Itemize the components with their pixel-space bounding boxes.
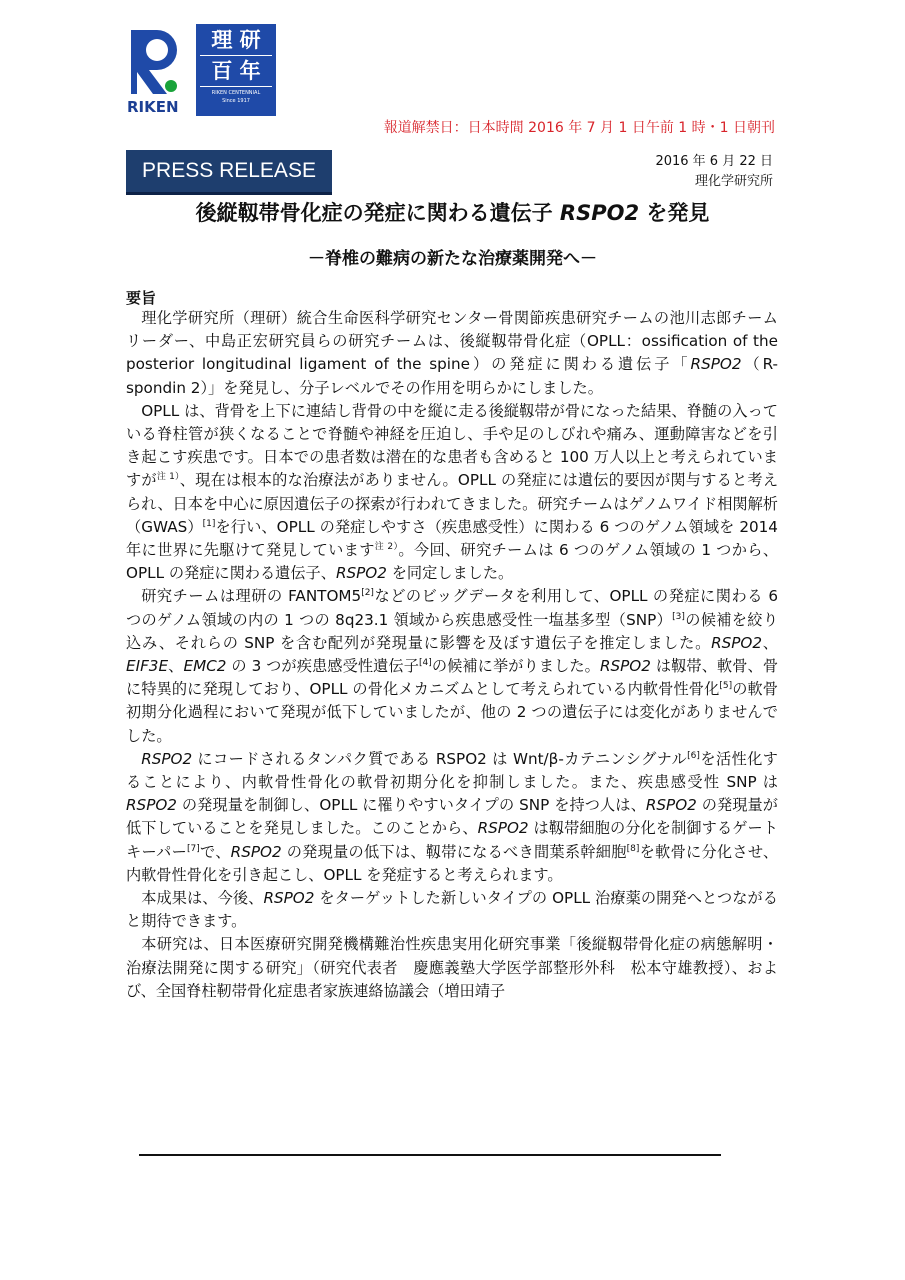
page-subtitle: －脊椎の難病の新たな治療薬開発へ－ <box>308 249 597 269</box>
badge-line-2: 百 年 <box>211 59 261 83</box>
organization: 理化学研究所 <box>694 174 773 189</box>
paragraph-3: 研究チームは理研の FANTOM5[2]などのビッグデータを利用して、OPLL の発症に関わる 6 つのゲノム領域の内の 1 つの 8q23.1 領域から疾患感受性一塩基多型（SNP）[3]の候補を絞り込み、それらの SNP を含む配列が発現量に影響を及ぼす遺伝子を推定しました。RSPO2、EIF3E、EMC2 の 3 つが疾患感受性遺伝子[4]の候補に挙がりました。RSPO2 は靱帯、軟骨、骨に特異的に発現しており、OPLL の骨化メカニズムとして考えられている内軟骨性骨化[5]の軟骨初期分化過程において発現が低下していましたが、他の 2 つの遺伝子には変化がありませんでした。 <box>126 587 779 745</box>
release-date: 2016 年 6 月 22 日 <box>655 154 773 169</box>
title-gene: RSPO2 <box>559 201 640 225</box>
badge-caption: RIKEN CENTENNIAL <box>211 90 261 96</box>
release-date-block <box>655 152 773 192</box>
paragraph-6: 本研究は、日本医療研究開発機構難治性疾患実用化研究事業「後縦靱帯骨化症の病態解明・治療法開発に関する研究」（研究代表者 慶應義塾大学医学部整形外科 松本守雄教授）、および、全国脊柱靭帯骨化症患者家族連絡協議会（増田靖子 <box>126 935 778 1000</box>
page-title: 後縦靱帯骨化症の発症に関わる遺伝子 RSPO2 を発見 <box>195 201 710 225</box>
badge-line-1: 理 研 <box>211 28 261 52</box>
riken-r-mark-icon <box>127 26 179 96</box>
badge-since: Since 1917 <box>222 98 250 104</box>
logo-wordmark: RIKEN <box>127 98 179 116</box>
section-heading: 要旨 <box>126 289 157 307</box>
paragraph-5: 本成果は、今後、RSPO2 をターゲットした新しいタイプの OPLL 治療薬の開発へとつながると期待できます。 <box>126 889 778 931</box>
paragraph-1: 理化学研究所（理研）統合生命医科学研究センター骨関節疾患研究チームの池川志郎チームリーダー、中島正宏研究員らの研究チームは、後縦靱帯骨化症（OPLL：ossification of the posterior longitudinal ligament of the spine）の発症に関わる遺伝子「RSPO2（R-spondin 2）」を発見し、分子レベルでその作用を明らかにしました。 <box>126 309 778 397</box>
embargo-notice: 報道解禁日：日本時間 2016 年 7 月 1 日午前 1 時・1 日朝刊 <box>383 120 775 136</box>
riken-logo <box>127 24 279 114</box>
paragraph-4: RSPO2 にコードされるタンパク質である RSPO2 は Wnt/β-カテニンシグナル[6]を活性化することにより、内軟骨性骨化の軟骨初期分化を抑制しました。また、疾患感受性 SNP は RSPO2 の発現量を制御し、OPLL に罹りやすいタイプの SNP を持つ人は、RSPO2 の発現量が低下していることを発見しました。このことから、RSPO2 は靱帯細胞の分化を制御するゲートキーパー[7]で、RSPO2 の発現量の低下は、靱帯になるべき間葉系幹細胞[8]を軟骨に分化させ、内軟骨性骨化を引き起こし、OPLL を発症すると考えられます。 <box>126 749 779 884</box>
press-release-banner: PRESS RELEASE <box>126 150 332 195</box>
summary-body <box>126 307 778 1003</box>
centennial-badge <box>196 24 276 116</box>
footnote-divider <box>139 1154 721 1156</box>
paragraph-2: OPLL は、背骨を上下に連結し背骨の中を縦に走る後縦靱帯が骨になった結果、脊髄の入っている脊柱管が狭くなることで脊髄や神経を圧迫し、手や足のしびれや痛み、運動障害などを引き起こす疾患です。日本での患者数は潜在的な患者も含めると 100 万人以上と考えられていますが$^{注 1)}$、現在は根本的な治療法がありません。OPLL の発症には遺伝的要因が関与すると考えられ、日本を中心に原因遺伝子の探索が行われてきました。研究チームはゲノムワイド相関解析（GWAS）[1]を行い、OPLL の発症しやすさ（疾患感受性）に関わる 6 つのゲノム領域を 2014 年に世界に先駆けて発見しています$^{注 2)}$。今回、研究チームは 6 つのゲノム領域の 1 つから、OPLL の発症に関わる遺伝子、RSPO2 を同定しました。 <box>126 401 779 583</box>
